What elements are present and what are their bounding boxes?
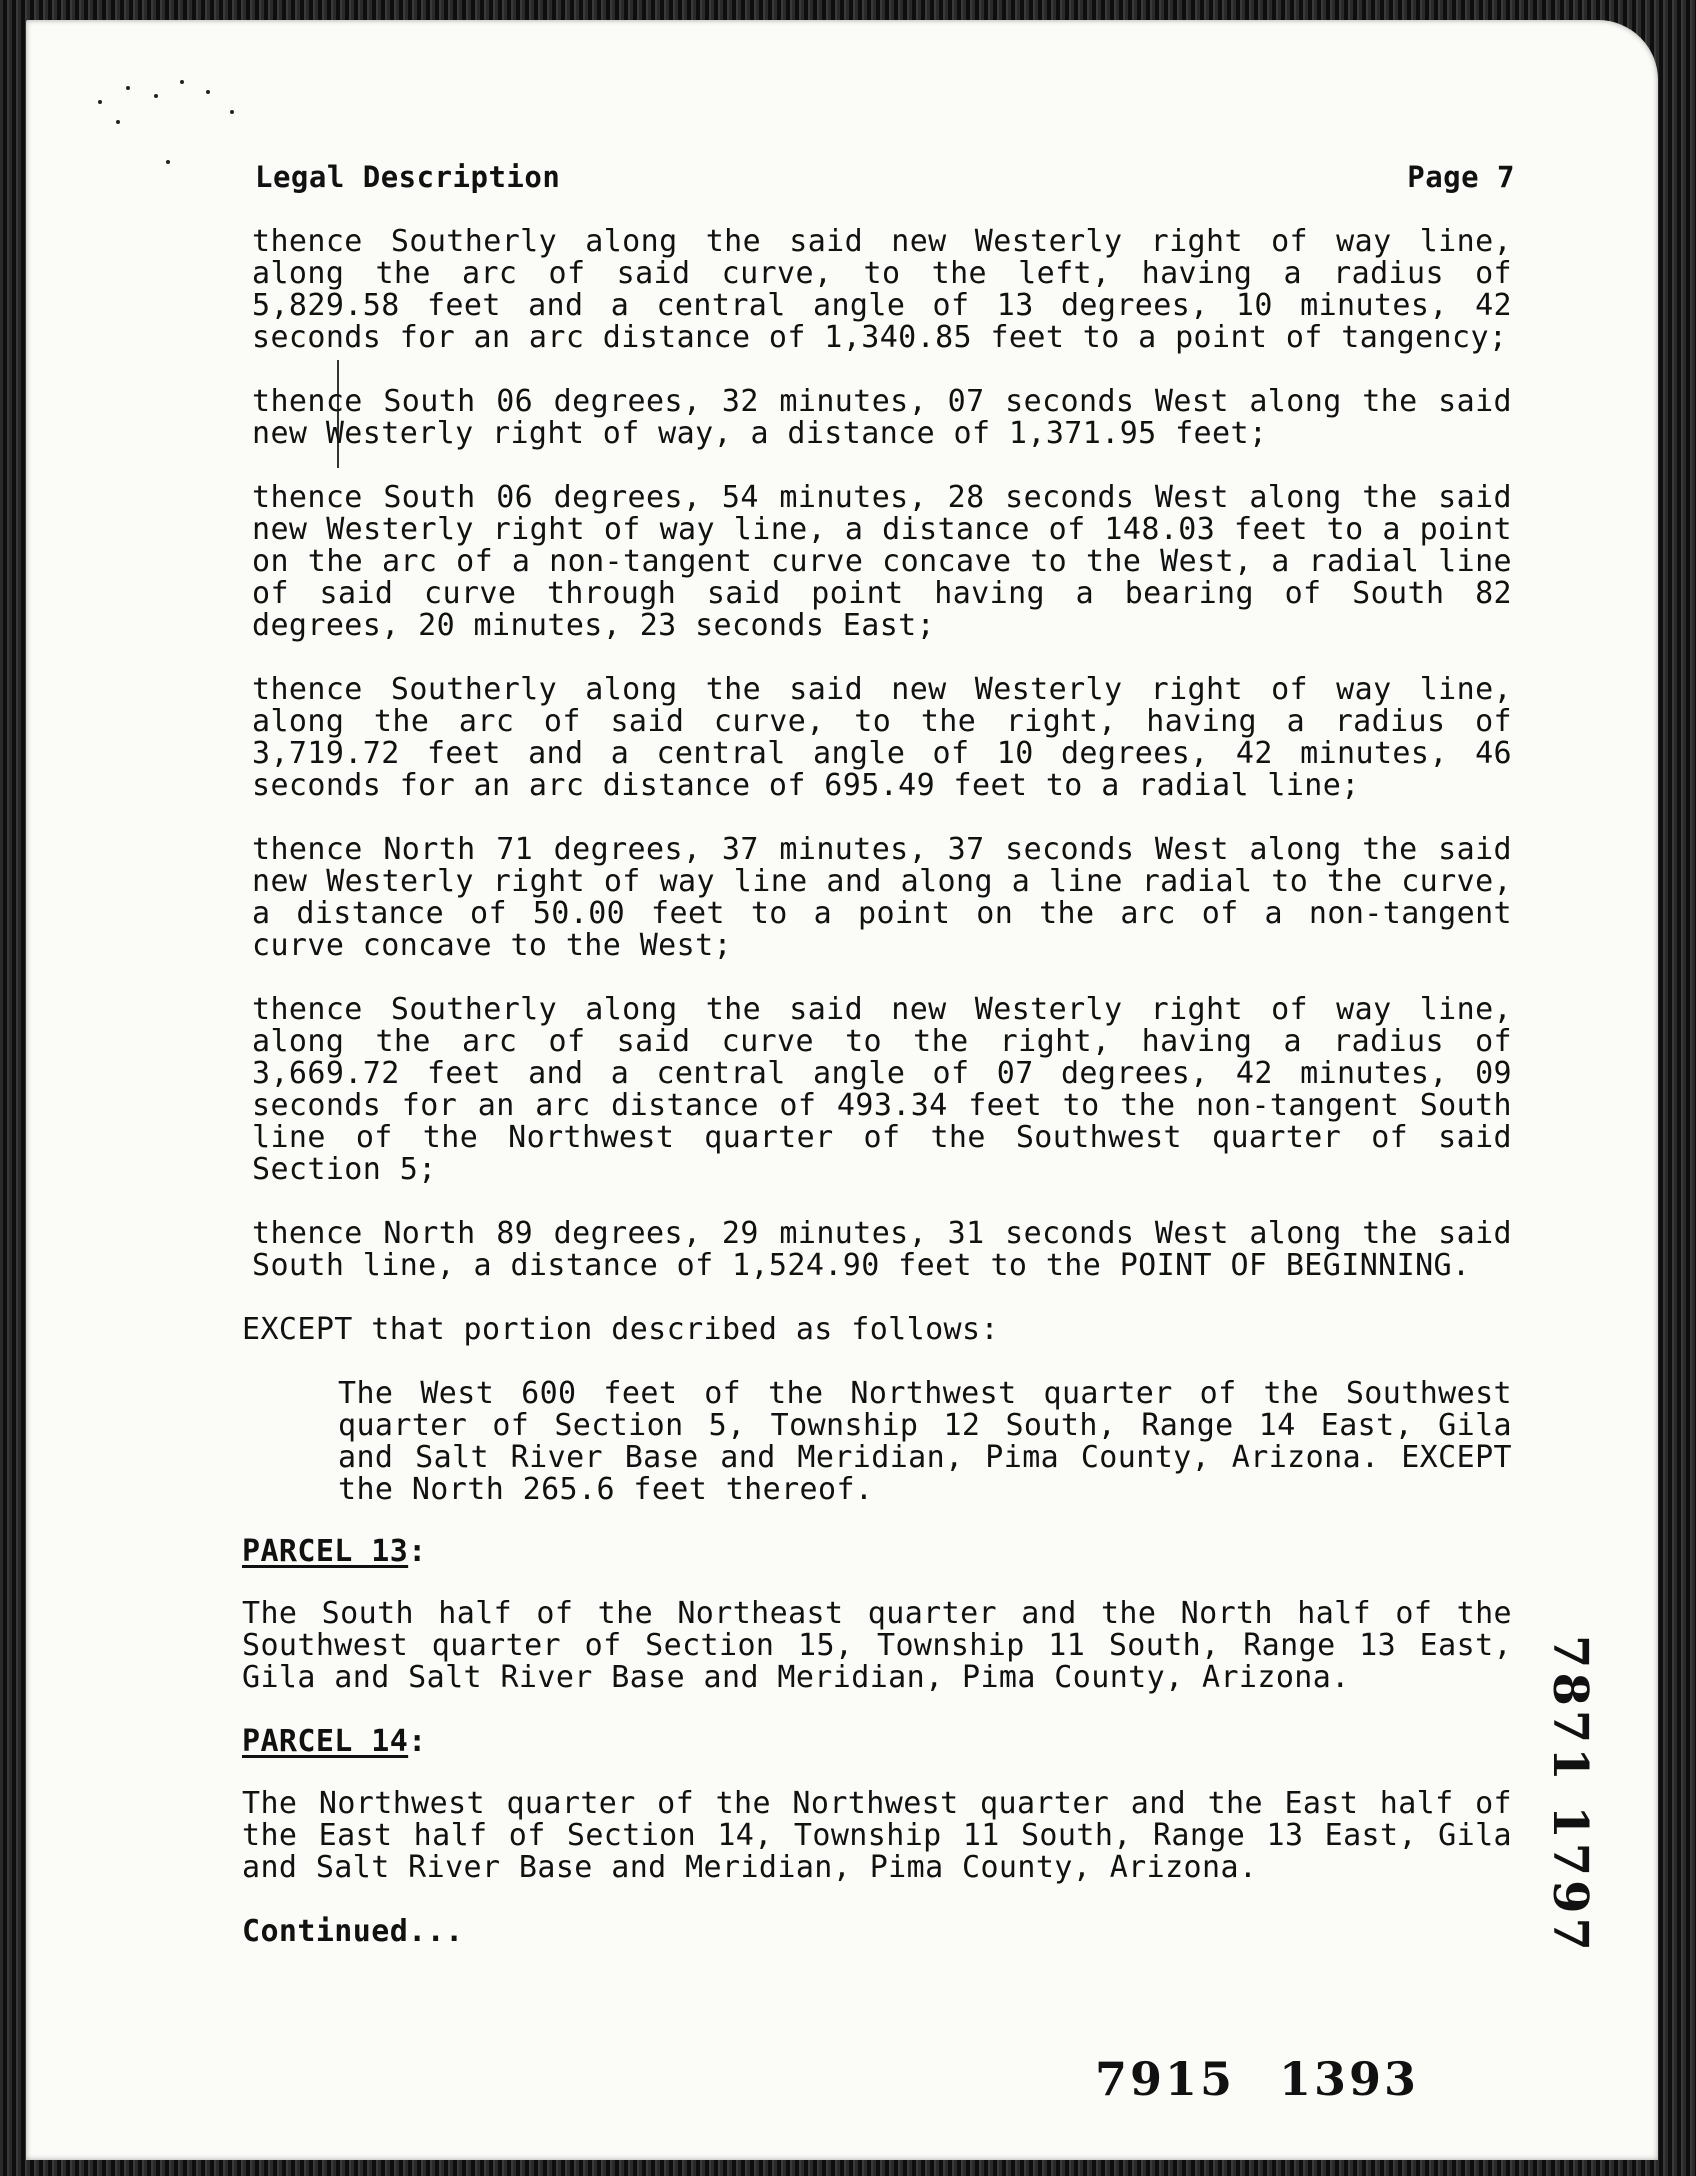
parcel-14-label: PARCEL 14 xyxy=(242,1724,409,1759)
continued-label: Continued... xyxy=(242,1914,464,1949)
document-title: Legal Description xyxy=(255,160,561,194)
parcel-13-label: PARCEL 13 xyxy=(242,1534,409,1569)
parcel-13-description: The South half of the Northeast quarter and the North half of the Southwest quarter of Section 15, Township 11 South, Range 13 East, Gila and Salt River Base and Meridian, Pima County, Arizona. xyxy=(242,1596,1512,1695)
paragraph: thence Southerly along the said new Westerly right of way line, along the arc of said curve, to the right, having a radius of 3,719.72 feet and a central angle of 10 degrees, 42 minutes, 46 seconds for an arc distance of 695.49 feet to a radial line; xyxy=(252,672,1512,803)
paragraph: thence Southerly along the said new Westerly right of way line, along the arc of said curve, to the left, having a radius of 5,829.58 feet and a central angle of 13 degrees, 10 minutes, 42 seconds for an arc distance of 1,340.85 feet to a point of tangency; xyxy=(252,224,1512,355)
parcel-14-description: The Northwest quarter of the Northwest quarter and the East half of the East half of Section 14, Township 11 South, Range 13 East, Gila and Salt River Base and Meridian, Pima County, Arizona. xyxy=(242,1786,1512,1885)
paragraph: thence South 06 degrees, 32 minutes, 07 seconds West along the said new Westerly right of way, a distance of 1,371.95 feet; xyxy=(252,384,1512,451)
parcel-14-heading: PARCEL 14: xyxy=(242,1724,427,1759)
document-body xyxy=(242,224,1512,1978)
page-number: Page 7 xyxy=(1407,160,1515,194)
paragraph: thence North 89 degrees, 29 minutes, 31 seconds West along the said South line, a distance of 1,524.90 feet to the POINT OF BEGINNING. xyxy=(252,1216,1512,1283)
docket-number: 7915 xyxy=(1095,2052,1236,2106)
parcel-13-heading: PARCEL 13: xyxy=(242,1534,427,1569)
margin-stamp xyxy=(1540,1585,1600,2005)
recording-page-number: 1393 xyxy=(1279,2052,1420,2106)
except-intro: EXCEPT that portion described as follows: xyxy=(242,1312,999,1347)
page-header xyxy=(255,160,1515,204)
margin-stamp-text: 7871 1797 xyxy=(1542,1635,1598,1955)
paragraph: thence North 71 degrees, 37 minutes, 37 seconds West along the said new Westerly right of way line and along a line radial to the curve, a distance of 50.00 feet to a point on the arc of a non-tangent curve concave to the West; xyxy=(252,832,1512,963)
paragraph: thence South 06 degrees, 54 minutes, 28 seconds West along the said new Westerly right of way line, a distance of 148.03 feet to a point on the arc of a non-tangent curve concave to the West, a radial line of said curve through said point having a bearing of South 82 degrees, 20 minutes, 23 seconds East; xyxy=(252,480,1512,643)
paragraph: thence Southerly along the said new Westerly right of way line, along the arc of said curve to the right, having a radius of 3,669.72 feet and a central angle of 07 degrees, 42 minutes, 09 seconds for an arc distance of 493.34 feet to the non-tangent South line of the Northwest quarter of the Southwest quarter of said Section 5; xyxy=(252,992,1512,1187)
recording-numbers xyxy=(1095,2052,1463,2106)
except-block: The West 600 feet of the Northwest quarter of the Southwest quarter of Section 5, Township 12 South, Range 14 East, Gila and Salt River Base and Meridian, Pima County, Arizona. EXCEPT the North 265.6 feet thereof. xyxy=(338,1376,1512,1507)
